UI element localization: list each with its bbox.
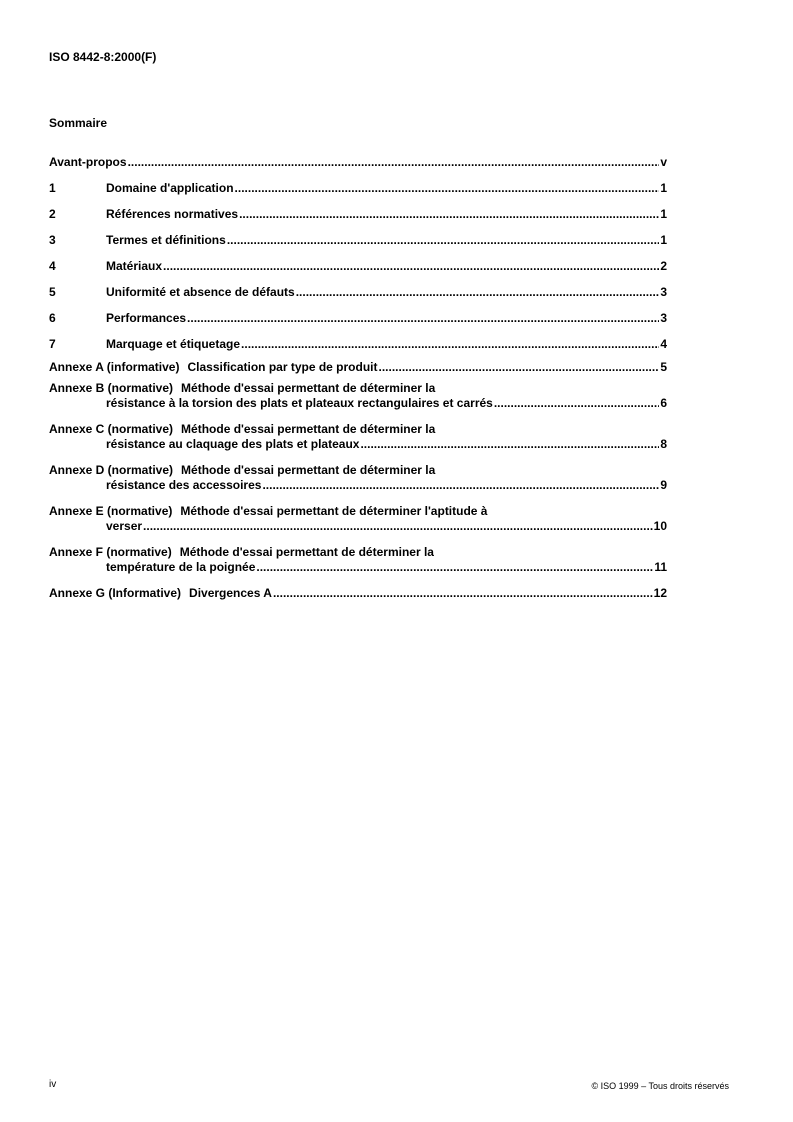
toc-annex-title: Divergences A <box>189 586 272 600</box>
toc-entry-number: 7 <box>49 337 56 351</box>
dot-leader <box>235 181 660 196</box>
toc-entry-clause-7[interactable] <box>49 337 667 352</box>
dot-leader <box>256 560 653 575</box>
toc-entry-page: 1 <box>660 181 667 195</box>
toc-annex-title: Méthode d'essai permettant de déterminer la <box>181 422 436 436</box>
toc-annex-continuation <box>49 478 667 493</box>
toc-annex-continuation <box>49 560 667 575</box>
toc-annex-heading <box>49 463 667 478</box>
toc-entry-number: 2 <box>49 207 56 221</box>
dot-leader <box>296 285 660 300</box>
toc-entry-annex-c[interactable] <box>49 422 667 452</box>
toc-entry-page: 8 <box>660 437 667 451</box>
toc-annex-title: Méthode d'essai permettant de déterminer la <box>181 463 436 477</box>
toc-entry-number: 6 <box>49 311 56 325</box>
toc-annex-title: Méthode d'essai permettant de déterminer l'aptitude à <box>180 504 488 518</box>
toc-annex-heading <box>49 545 667 560</box>
toc-annex-title-cont: température de la poignée <box>106 560 256 574</box>
toc-entry-annex-a[interactable] <box>49 360 667 375</box>
toc-annex-label: Annexe D (normative) <box>49 463 174 477</box>
toc-annex-label: Annexe G (Informative) <box>49 586 182 600</box>
toc-entry-title: Références normatives <box>106 207 239 221</box>
toc-entry-annex-d[interactable] <box>49 463 667 493</box>
toc-entry-annex-b[interactable] <box>49 381 667 411</box>
toc-annex-title: Méthode d'essai permettant de déterminer la <box>179 545 434 559</box>
toc-entry-annex-f[interactable] <box>49 545 667 575</box>
toc-entry-clause-6[interactable] <box>49 311 667 326</box>
toc-entry-number: 1 <box>49 181 56 195</box>
toc-entry-title: Performances <box>106 311 187 325</box>
toc-entry-clause-5[interactable] <box>49 285 667 300</box>
dot-leader <box>360 437 659 452</box>
toc-annex-continuation <box>49 437 667 452</box>
toc-annex-heading <box>49 422 667 437</box>
toc-annex-label: Annexe C (normative) <box>49 422 174 436</box>
toc-entry-page: 10 <box>653 519 667 533</box>
toc-annex-label: Annexe A (informative) <box>49 360 180 374</box>
toc-entry-page: 12 <box>653 586 667 600</box>
toc-annex-title-cont: résistance à la torsion des plats et plateaux rectangulaires et carrés <box>106 396 493 410</box>
toc-annex-label: Annexe E (normative) <box>49 504 173 518</box>
toc-entry-page: 4 <box>660 337 667 351</box>
toc-entry-page: 3 <box>660 285 667 299</box>
toc-entry-title: Matériaux <box>106 259 163 273</box>
toc-entry-page: 3 <box>660 311 667 325</box>
dot-leader <box>143 519 653 534</box>
toc-annex-label: Annexe F (normative) <box>49 545 172 559</box>
toc-entry-page: 1 <box>660 233 667 247</box>
toc-annex-title: Méthode d'essai permettant de déterminer la <box>181 381 436 395</box>
toc-entry-avant-propos[interactable] <box>49 155 667 170</box>
toc-entry-page: v <box>660 155 667 169</box>
toc-annex-title-cont: résistance des accessoires <box>106 478 262 492</box>
document-id: ISO 8442-8:2000(F) <box>49 50 157 64</box>
toc-annex-continuation <box>49 519 667 534</box>
toc-entry-clause-1[interactable] <box>49 181 667 196</box>
copyright-notice: © ISO 1999 – Tous droits réservés <box>591 1081 729 1091</box>
dot-leader <box>187 311 659 326</box>
toc-annex-heading <box>49 586 272 601</box>
dot-leader <box>273 586 653 601</box>
dot-leader <box>163 259 659 274</box>
toc-entry-page: 2 <box>660 259 667 273</box>
toc-entry-title: Termes et définitions <box>106 233 226 247</box>
toc-annex-heading <box>49 504 667 519</box>
dot-leader <box>379 360 660 375</box>
toc-entry-title: Marquage et étiquetage <box>106 337 241 351</box>
toc-entry-number: 5 <box>49 285 56 299</box>
toc-annex-heading <box>49 360 378 375</box>
toc-entry-page: 9 <box>660 478 667 492</box>
toc-entry-clause-3[interactable] <box>49 233 667 248</box>
toc-entry-number: 3 <box>49 233 56 247</box>
toc-entry-page: 6 <box>660 396 667 410</box>
toc-entry-title: Uniformité et absence de défauts <box>106 285 295 299</box>
toc-entry-page: 11 <box>654 560 667 574</box>
dot-leader <box>128 155 660 170</box>
dot-leader <box>239 207 659 222</box>
toc-annex-title-cont: verser <box>106 519 143 533</box>
dot-leader <box>241 337 659 352</box>
table-of-contents <box>49 155 667 612</box>
toc-entry-page: 5 <box>660 360 667 374</box>
toc-entry-page: 1 <box>660 207 667 221</box>
toc-entry-annex-e[interactable] <box>49 504 667 534</box>
toc-annex-title-cont: résistance au claquage des plats et plateaux <box>106 437 360 451</box>
toc-heading: Sommaire <box>49 116 108 130</box>
toc-entry-clause-2[interactable] <box>49 207 667 222</box>
dot-leader <box>494 396 659 411</box>
toc-annex-label: Annexe B (normative) <box>49 381 174 395</box>
toc-annex-title: Classification par type de produit <box>187 360 378 374</box>
toc-entry-number: 4 <box>49 259 56 273</box>
dot-leader <box>227 233 660 248</box>
toc-entry-clause-4[interactable] <box>49 259 667 274</box>
toc-entry-title: Domaine d'application <box>106 181 234 195</box>
toc-entry-annex-g[interactable] <box>49 586 667 601</box>
toc-annex-heading <box>49 381 667 396</box>
toc-annex-continuation <box>49 396 667 411</box>
dot-leader <box>262 478 659 493</box>
toc-entry-title: Avant-propos <box>49 155 127 169</box>
page-number: iv <box>49 1079 57 1090</box>
